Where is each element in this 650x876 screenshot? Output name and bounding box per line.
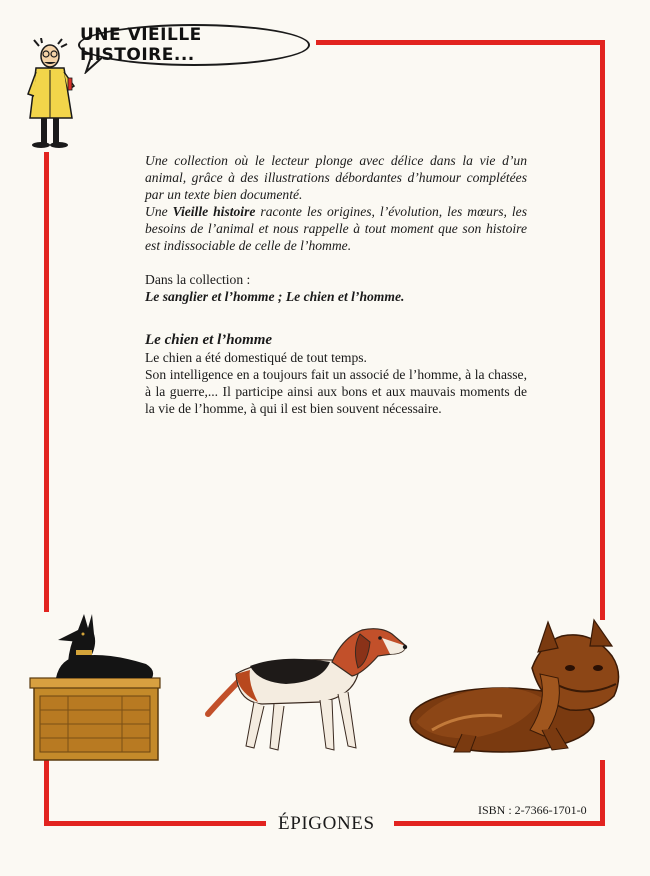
collection-description	[145, 152, 527, 305]
anubis-jackal-statue-icon	[28, 606, 162, 762]
publisher-name: ÉPIGONES	[278, 813, 375, 834]
series-name: Vieille histoire	[172, 204, 256, 219]
frame-bottom-right	[394, 821, 605, 826]
frame-right-lower	[600, 760, 605, 826]
collection-titles: Le sanglier et l’homme ; Le chien et l’homme.	[145, 289, 405, 304]
book-title: Le chien et l’homme	[145, 332, 273, 348]
book-summary	[145, 332, 527, 417]
intro-paragraph-2: Une Vieille histoire raconte les origines, l’évolution, les mœurs, les besoins de l’animal et nous rappelle à tout moment que son histoire est indissociable de celle de l’homme.	[145, 204, 527, 253]
frame-left	[44, 152, 49, 612]
intro-paragraph: Une collection où le lecteur plonge avec délice dans la vie d’un animal, grâce à des illustrations débordantes d’humour complétées par un texte bien documenté.	[145, 153, 527, 202]
isbn-number: ISBN : 2-7366-1701-0	[478, 803, 587, 817]
frame-top	[316, 40, 604, 45]
frame-bottom-left	[44, 821, 266, 826]
series-title: UNE VIEILLE HISTOIRE...	[80, 25, 202, 65]
collection-label: Dans la collection :	[145, 272, 251, 287]
frame-right	[600, 40, 605, 620]
speech-bubble	[78, 24, 310, 66]
professor-character-icon	[22, 38, 80, 150]
summary-line-2: Son intelligence en a toujours fait un associé de l’homme, à la chasse, à la guerre,... Il participe ainsi aux bons et aux mauvais moments de la vie de l’homme, à qui il est bien souvent nécessaire.	[145, 367, 527, 416]
frame-left-lower	[44, 760, 49, 826]
bronze-dog-statue-icon	[402, 612, 628, 758]
beagle-dog-icon	[202, 618, 410, 762]
summary-line-1: Le chien a été domestiqué de tout temps.	[145, 350, 367, 365]
